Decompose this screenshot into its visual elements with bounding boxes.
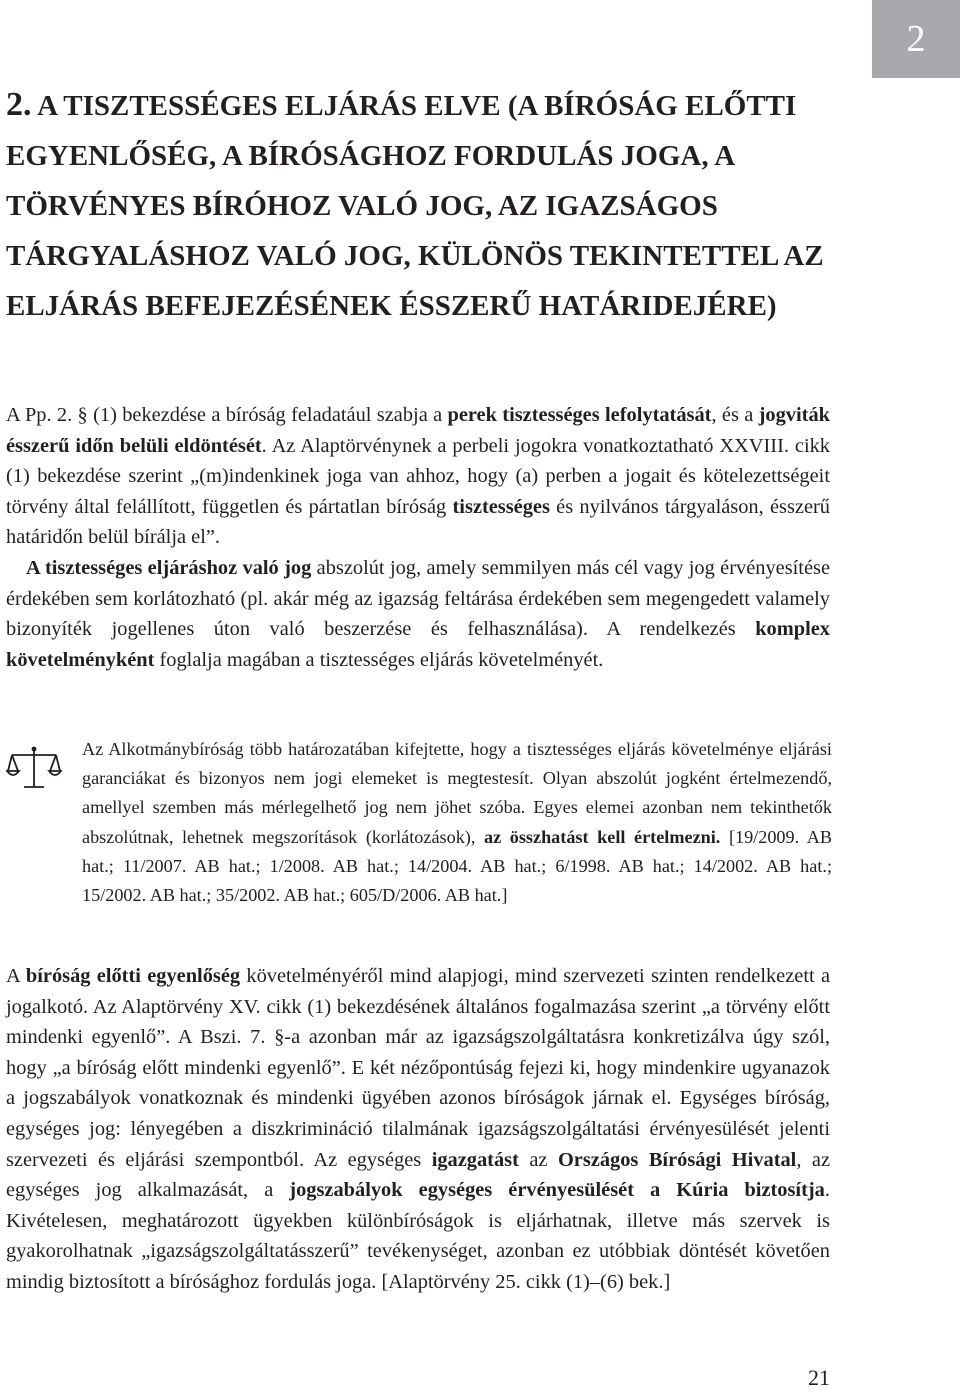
bold-run: igazgatást	[431, 1148, 519, 1171]
bold-run: az összhatást kell értelmezni.	[484, 826, 721, 847]
text-run: , az egységes jog alkalmazását, a	[6, 1148, 831, 1202]
text-run: követelményéről mind alapjogi, mind szervezeti szinten rendelkezett a jogalkotó. Az Alaptörvény XV. cikk (1) bekezdésének általános fogalmazása szerint „a törvény előtt mindenki egyenlő”. A Bszi. 7. §-a azonban már az igazságszolgáltatásra konkretizálva úgy szól, hogy „a bíróság előtt mindenki egyenlő”. E két nézőpontúság fejezi ki, hogy mindenkire ugyanazok a jogszabályok vonatkoznak és mindenki ügyében azonos bíróságok járnak el. Egységes bíróság, egységes jog: lényegében a diszkrimináció tilalmának igazságszolgáltatási érvényesülését jelenti szervezeti és eljárási szempontból. Az egységes	[6, 965, 831, 1171]
bold-run: A tisztességes eljáráshoz való jog	[26, 556, 312, 579]
paragraph-2	[6, 961, 830, 1298]
bold-run: Országos Bírósági Hivatal	[557, 1148, 797, 1171]
bold-run: jogviták ésszerű időn belüli eldöntését	[6, 404, 830, 457]
chapter-title-text: A TISZTESSÉGES ELJÁRÁS ELVE (A BÍRÓSÁG ELŐTTI EGYENLŐSÉG, A BÍRÓSÁGHOZ FORDULÁS JOGA, A TÖRVÉNYES BÍRÓHOZ VALÓ JOG, AZ IGAZSÁGOS TÁRGYALÁSHOZ VALÓ JOG, KÜLÖNÖS TEKINTETTEL AZ ELJÁRÁS BEFEJEZÉSÉNEK ÉSSZERŰ HATÁRIDEJÉRE)	[6, 90, 824, 322]
chapter-title	[6, 80, 866, 331]
text-run: [19/2009. AB hat.; 11/2007. AB hat.; 1/2008. AB hat.; 14/2004. AB hat.; 6/1998. AB hat.; 14/2002. AB hat.; 15/2002. AB hat.; 35/2002. AB hat.; 605/D/2006. AB hat.]	[82, 826, 832, 906]
text-run: A	[6, 965, 26, 987]
bold-run: perek tisztességes lefolytatását	[447, 404, 712, 426]
text-run: Az Alkotmánybíróság több határozatában kifejtette, hogy a tisztességes eljárás követelménye eljárási garanciákat és bizonyos nem jogi elemeket is megtestesít. Olyan abszolút jogként értelmezendő, amellyel szemben más mérlegelhető jog nem jöhet szóba. Egyes elemei azonban nem tekinthetők abszolútnak, lehetnek megszorítások (korlátozások),	[82, 739, 832, 847]
text-run: A Pp. 2. § (1) bekezdése a bíróság feladatául szabja a	[6, 404, 448, 426]
bold-run: komplex követelményként	[6, 618, 830, 671]
bold-run: bíróság előtti egyenlőség	[25, 965, 241, 987]
text-run: . Kivételesen, meghatározott ügyekben különbíróságok is eljárhatnak, illetve más szervek is gyakorolhatnak „igazságszolgáltatásszerű” tevékenységet, azonban ez utóbbiak döntését követően mindig biztosított a bírósághoz fordulás joga. [Alaptörvény 25. cikk (1)–(6) bek.]	[6, 1179, 830, 1293]
constitutional-court-note	[82, 735, 832, 910]
bold-run: jogszabályok egységes érvényesülését a Kúria biztosítja	[289, 1179, 825, 1202]
text-run: foglalja magában a tisztességes eljárás követelményét.	[154, 648, 604, 671]
text-run: abszolút jog, amely semmilyen más cél vagy jog érvényesítése érdekében sem korlátozható (pl. akár még az igazság feltárása érdekében sem megengedett valamely bizonyíték jogellenes úton való beszerzése és felhasználása). A rendelkezés	[6, 556, 830, 641]
text-run: . Az Alaptörvénynek a perbeli jogokra vonatkoztatható XXVIII. cikk (1) bekezdése szerint „(m)indenkinek joga van ahhoz, hogy (a) perben a jogait és kötelezettségeit törvény által felállított, független és pártatlan bíróság	[6, 434, 830, 518]
chapter-tab: 2	[872, 0, 960, 78]
text-run: az	[518, 1148, 558, 1171]
scale-icon	[6, 745, 62, 791]
text-run: , és a	[711, 404, 759, 426]
bold-run: tisztességes	[452, 495, 550, 518]
chapter-number: 2.	[6, 86, 32, 123]
page-number: 21	[808, 1365, 830, 1390]
paragraph-1	[6, 400, 830, 675]
text-run: és nyilvános tárgyaláson, ésszerű határidőn belül bírálja el”.	[6, 495, 830, 549]
